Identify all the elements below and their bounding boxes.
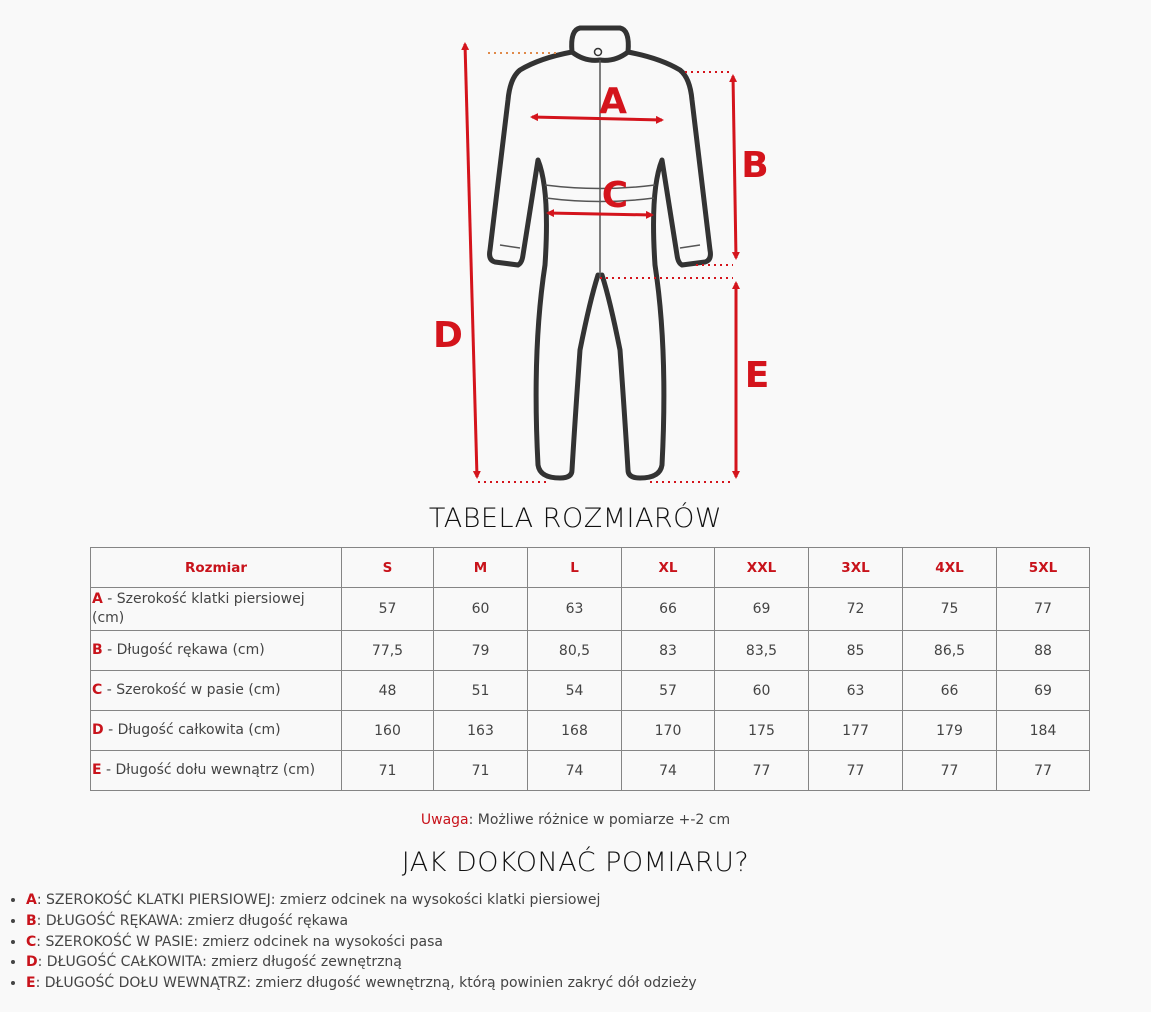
table-cell: 60: [715, 671, 809, 711]
table-cell: 79: [434, 631, 528, 671]
label-b: B: [741, 145, 769, 186]
coverall-measurement-diagram: [420, 20, 780, 500]
header-size-label: Rozmiar: [91, 548, 342, 588]
howto-title: JAK DOKONAĆ POMIARU?: [401, 847, 750, 878]
table-cell: 77: [997, 751, 1090, 791]
table-cell: 74: [528, 751, 622, 791]
table-cell: 72: [809, 588, 903, 631]
table-cell: 66: [622, 588, 715, 631]
table-cell: 177: [809, 711, 903, 751]
table-row: [91, 671, 1090, 711]
table-cell: 77: [715, 751, 809, 791]
size-table-title: TABELA ROZMIARÓW: [428, 503, 723, 534]
table-cell: 88: [997, 631, 1090, 671]
table-cell: 77: [997, 588, 1090, 631]
table-cell: 69: [997, 671, 1090, 711]
table-cell: 168: [528, 711, 622, 751]
header-size: XXL: [715, 548, 809, 588]
table-cell: 83,5: [715, 631, 809, 671]
table-cell: 57: [622, 671, 715, 711]
howto-list: [4, 890, 697, 994]
table-cell: 75: [903, 588, 997, 631]
table-cell: 71: [342, 751, 434, 791]
table-cell: 184: [997, 711, 1090, 751]
list-item: • E: DŁUGOŚĆ DOŁU WEWNĄTRZ: zmierz długość wewnętrzną, którą powinien zakryć dół odzieży: [26, 973, 697, 994]
label-e: E: [744, 355, 770, 396]
label-a: A: [599, 81, 627, 122]
table-row: [91, 588, 1090, 631]
table-cell: 57: [342, 588, 434, 631]
size-table: [90, 547, 1090, 791]
table-cell: 63: [809, 671, 903, 711]
table-cell: 48: [342, 671, 434, 711]
header-size: M: [434, 548, 528, 588]
list-item: • A: SZEROKOŚĆ KLATKI PIERSIOWEJ: zmierz odcinek na wysokości klatki piersiowej: [26, 890, 697, 911]
table-cell: 66: [903, 671, 997, 711]
header-size: S: [342, 548, 434, 588]
row-label: D - Długość całkowita (cm): [91, 711, 342, 751]
table-cell: 71: [434, 751, 528, 791]
table-row: [91, 631, 1090, 671]
table-cell: 77,5: [342, 631, 434, 671]
table-cell: 170: [622, 711, 715, 751]
list-item: • D: DŁUGOŚĆ CAŁKOWITA: zmierz długość zewnętrzną: [26, 952, 697, 973]
table-cell: 175: [715, 711, 809, 751]
table-row: [91, 751, 1090, 791]
list-item: • C: SZEROKOŚĆ W PASIE: zmierz odcinek na wysokości pasa: [26, 932, 697, 953]
table-cell: 86,5: [903, 631, 997, 671]
table-cell: 60: [434, 588, 528, 631]
header-row: [91, 548, 1090, 588]
label-c: C: [601, 175, 629, 216]
table-cell: 85: [809, 631, 903, 671]
table-cell: 51: [434, 671, 528, 711]
row-label: A - Szerokość klatki piersiowej (cm): [91, 588, 342, 631]
table-cell: 74: [622, 751, 715, 791]
table-cell: 77: [809, 751, 903, 791]
table-cell: 163: [434, 711, 528, 751]
table-cell: 160: [342, 711, 434, 751]
coverall-outline-icon: [420, 20, 780, 500]
header-size: L: [528, 548, 622, 588]
row-label: E - Długość dołu wewnątrz (cm): [91, 751, 342, 791]
table-cell: 54: [528, 671, 622, 711]
table-cell: 80,5: [528, 631, 622, 671]
header-size: 4XL: [903, 548, 997, 588]
table-cell: 77: [903, 751, 997, 791]
header-size: 5XL: [997, 548, 1090, 588]
header-size: XL: [622, 548, 715, 588]
list-item: • B: DŁUGOŚĆ RĘKAWA: zmierz długość rękawa: [26, 911, 697, 932]
measurement-note: [0, 812, 1151, 828]
table-row: [91, 711, 1090, 751]
header-size: 3XL: [809, 548, 903, 588]
row-label: C - Szerokość w pasie (cm): [91, 671, 342, 711]
row-label: B - Długość rękawa (cm): [91, 631, 342, 671]
note-label: Uwaga: [420, 812, 469, 828]
note-text: : Możliwe różnice w pomiarze +-2 cm: [468, 812, 731, 828]
table-cell: 69: [715, 588, 809, 631]
table-cell: 179: [903, 711, 997, 751]
table-cell: 63: [528, 588, 622, 631]
table-cell: 83: [622, 631, 715, 671]
label-d: D: [433, 315, 463, 356]
